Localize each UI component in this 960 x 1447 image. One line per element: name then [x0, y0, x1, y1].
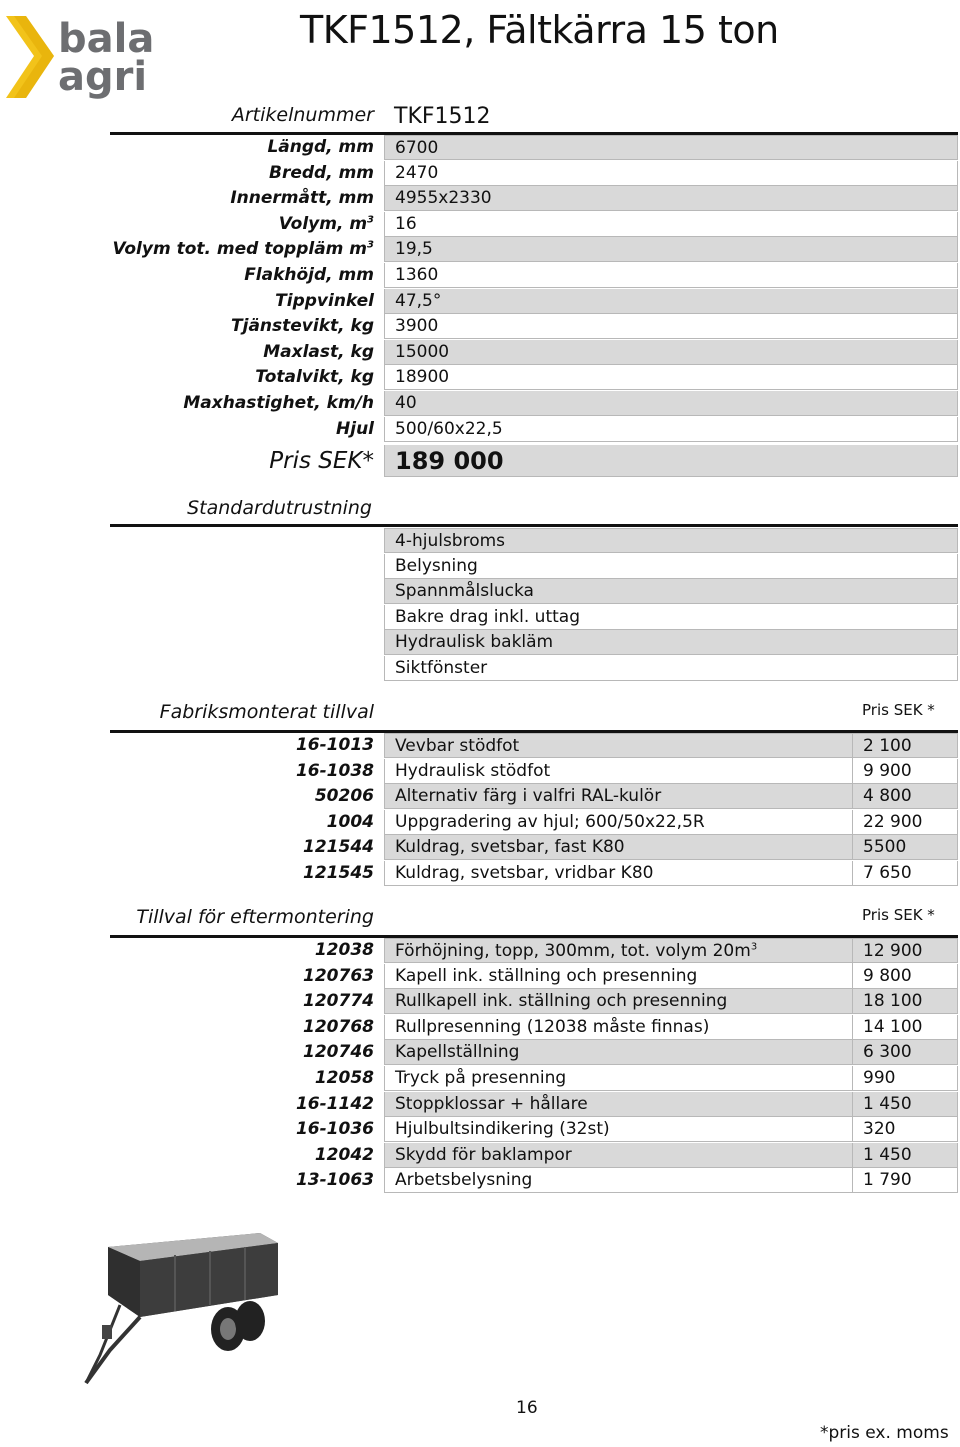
spec-label [267, 135, 374, 160]
artikel-label: Artikelnummer [231, 104, 374, 126]
option-price: 990 [852, 1066, 895, 1091]
artikel-value: TKF1512 [394, 104, 491, 129]
option-cell [384, 1143, 958, 1168]
spec-label-text: Innermått, mm [230, 188, 374, 209]
spec-label [230, 186, 374, 211]
option-row [0, 1015, 960, 1040]
option-description [395, 759, 550, 784]
option-description-text: Kuldrag, svetsbar, fast K80 [395, 837, 625, 858]
standard-label: Standardutrustning [187, 497, 372, 519]
superscript: 3 [367, 214, 374, 226]
option-description-text: Kuldrag, svetsbar, vridbar K80 [395, 863, 654, 883]
option-price: 2 100 [852, 734, 912, 759]
option-code: 121544 [303, 837, 374, 858]
option-code: 120774 [303, 991, 374, 1012]
after-label: Tillval för eftermontering [136, 906, 374, 928]
standard-item [0, 630, 960, 655]
option-cell [384, 1117, 958, 1142]
option-row [0, 1066, 960, 1091]
superscript: 3 [750, 941, 758, 953]
option-cell [384, 1015, 958, 1040]
option-description-text: Förhöjning, topp, 300mm, tot. volym 20m [395, 941, 751, 961]
option-code: 13-1063 [295, 1170, 374, 1191]
price-row [0, 445, 960, 475]
standard-item [0, 554, 960, 579]
option-cell [384, 938, 958, 963]
spec-value: 4955x2330 [384, 186, 958, 211]
option-code: 120768 [303, 1016, 374, 1037]
spec-label-text: Volym, m [278, 213, 368, 234]
option-cell [384, 1040, 958, 1065]
spec-label-text: Flakhöjd, mm [244, 265, 374, 285]
option-cell [384, 810, 958, 835]
page-number: 16 [516, 1398, 538, 1418]
spec-row [0, 289, 960, 314]
spec-value: 19,5 [384, 237, 958, 262]
option-description [395, 734, 519, 759]
option-price: 12 900 [852, 939, 922, 964]
factory-label: Fabriksmonterat tillval [159, 701, 374, 723]
spec-value: 16 [384, 212, 958, 237]
spec-row [0, 135, 960, 160]
option-description [395, 861, 653, 886]
spec-row [0, 391, 960, 416]
spec-label-text: Maxlast, kg [263, 341, 374, 362]
price-label: Pris SEK* [269, 448, 374, 474]
option-cell [384, 733, 958, 758]
option-description-text: Kapell ink. ställning och presenning [395, 965, 698, 986]
option-row [0, 759, 960, 784]
option-row [0, 989, 960, 1014]
spec-value: 18900 [384, 365, 958, 390]
option-cell [384, 989, 958, 1014]
option-row [0, 784, 960, 809]
page-title: TKF1512, Fältkärra 15 ton [300, 8, 779, 52]
option-description-text: Hydraulisk stödfot [395, 760, 551, 781]
logo-text-agri: agri [58, 54, 148, 100]
option-code: 12042 [314, 1144, 374, 1165]
option-row [0, 1143, 960, 1168]
option-row [0, 1092, 960, 1117]
option-description [395, 1040, 519, 1065]
option-description-text: Stoppklossar + hållare [395, 1093, 588, 1114]
option-code: 12058 [314, 1068, 374, 1088]
option-description [395, 1092, 588, 1117]
option-price: 6 300 [852, 1040, 912, 1065]
option-description-text: Arbetsbelysning [395, 1170, 533, 1191]
option-description [395, 1117, 610, 1142]
spec-label-text: Tjänstevikt, kg [231, 316, 374, 337]
option-row [0, 835, 960, 860]
spec-label-text: Längd, mm [267, 137, 374, 157]
spec-value: 47,5° [384, 289, 958, 314]
option-description [395, 1168, 532, 1193]
standard-item [0, 656, 960, 681]
spec-label [275, 289, 374, 314]
option-cell [384, 1168, 958, 1193]
spec-label [263, 340, 374, 365]
standard-item-text: Bakre drag inkl. uttag [384, 605, 958, 630]
option-row [0, 938, 960, 963]
spec-value: 3900 [384, 314, 958, 339]
spec-value: 40 [384, 391, 958, 416]
spec-label [255, 365, 374, 390]
price-value: 189 000 [384, 445, 958, 477]
option-description-text: Vevbar stödfot [395, 736, 520, 756]
option-description-text: Hjulbultsindikering (32st) [395, 1119, 610, 1140]
option-description-text: Kapellställning [395, 1042, 520, 1063]
spec-row [0, 263, 960, 288]
standard-item-text: Spannmålslucka [384, 579, 958, 604]
logo-text-bala: bala [58, 16, 155, 62]
option-code: 1004 [326, 811, 374, 832]
bala-agri-logo [4, 14, 179, 100]
spec-value: 2470 [384, 161, 958, 186]
standard-item [0, 528, 960, 553]
spec-label [269, 161, 374, 186]
option-price: 4 800 [852, 784, 912, 809]
option-code: 120763 [303, 965, 374, 986]
option-price: 14 100 [852, 1015, 922, 1040]
spec-row [0, 161, 960, 186]
option-price: 1 790 [852, 1168, 912, 1193]
option-price: 9 800 [852, 964, 912, 989]
option-description [395, 1066, 566, 1091]
option-cell [384, 784, 958, 809]
option-description-text: Alternativ färg i valfri RAL-kulör [395, 786, 662, 807]
factory-price-header: Pris SEK * [862, 701, 935, 719]
spec-label-text: Volym tot. med toppläm m [112, 239, 368, 260]
spec-row [0, 237, 960, 262]
after-price-header: Pris SEK * [862, 906, 935, 924]
option-description [395, 784, 661, 809]
option-cell [384, 964, 958, 989]
option-price: 320 [852, 1117, 895, 1142]
option-description-text: Tryck på presenning [395, 1068, 567, 1088]
option-price: 1 450 [852, 1143, 912, 1168]
option-code: 120746 [303, 1042, 374, 1063]
option-row [0, 810, 960, 835]
standard-item [0, 579, 960, 604]
option-cell [384, 1092, 958, 1117]
option-price: 7 650 [852, 861, 912, 886]
spec-label [112, 237, 374, 262]
option-row [0, 964, 960, 989]
option-row [0, 1040, 960, 1065]
spec-value: 1360 [384, 263, 958, 288]
spec-label [183, 391, 374, 416]
option-code: 16-1036 [295, 1119, 374, 1140]
spec-label [231, 314, 374, 339]
option-description [395, 989, 727, 1014]
option-description-text: Skydd för baklampor [395, 1144, 572, 1165]
option-code: 50206 [314, 786, 374, 807]
spec-value: 6700 [384, 135, 958, 160]
spec-row [0, 186, 960, 211]
option-row [0, 1117, 960, 1142]
standard-item-text: 4-hjulsbroms [384, 528, 958, 553]
standard-item [0, 605, 960, 630]
option-cell [384, 759, 958, 784]
option-price: 5500 [852, 835, 906, 860]
option-description [395, 1143, 572, 1168]
option-price: 22 900 [852, 810, 922, 835]
option-description-text: Uppgradering av hjul; 600/50x22,5R [395, 811, 705, 832]
option-price: 1 450 [852, 1092, 912, 1117]
option-description [395, 1015, 709, 1040]
option-price: 9 900 [852, 759, 912, 784]
option-description-text: Rullkapell ink. ställning och presenning [395, 991, 728, 1012]
spec-row [0, 417, 960, 442]
option-description [395, 939, 757, 964]
standard-item-text: Siktfönster [384, 656, 958, 681]
footnote: *pris ex. moms [820, 1423, 949, 1443]
spec-row [0, 314, 960, 339]
spec-row [0, 340, 960, 365]
spec-label [279, 212, 374, 237]
spec-label-text: Tippvinkel [275, 290, 374, 311]
option-price: 18 100 [852, 989, 922, 1014]
spec-row [0, 212, 960, 237]
spec-label [244, 263, 374, 288]
option-description [395, 810, 705, 835]
option-cell [384, 835, 958, 860]
option-code: 16-1013 [295, 735, 374, 755]
option-description-text: Rullpresenning (12038 måste finnas) [395, 1016, 710, 1037]
trailer-image [80, 1225, 285, 1390]
spec-label-text: Maxhastighet, km/h [183, 393, 374, 413]
option-cell [384, 861, 958, 886]
spec-label-text: Bredd, mm [268, 162, 374, 183]
standard-item-text: Belysning [384, 554, 958, 579]
option-code: 121545 [303, 863, 374, 883]
spec-label-text: Totalvikt, kg [255, 367, 374, 388]
option-row [0, 1168, 960, 1193]
spec-label-text: Hjul [336, 418, 374, 439]
option-row [0, 861, 960, 886]
option-row [0, 733, 960, 758]
option-code: 16-1142 [295, 1093, 374, 1114]
option-code: 12038 [314, 940, 374, 960]
option-description [395, 835, 625, 860]
standard-item-text: Hydraulisk bakläm [384, 630, 958, 655]
spec-label [336, 417, 374, 442]
section-rule [110, 524, 958, 527]
superscript: 3 [367, 239, 374, 251]
option-cell [384, 1066, 958, 1091]
spec-value: 500/60x22,5 [384, 417, 958, 442]
option-code: 16-1038 [295, 760, 374, 781]
option-description [395, 964, 697, 989]
spec-row [0, 365, 960, 390]
spec-value: 15000 [384, 340, 958, 365]
